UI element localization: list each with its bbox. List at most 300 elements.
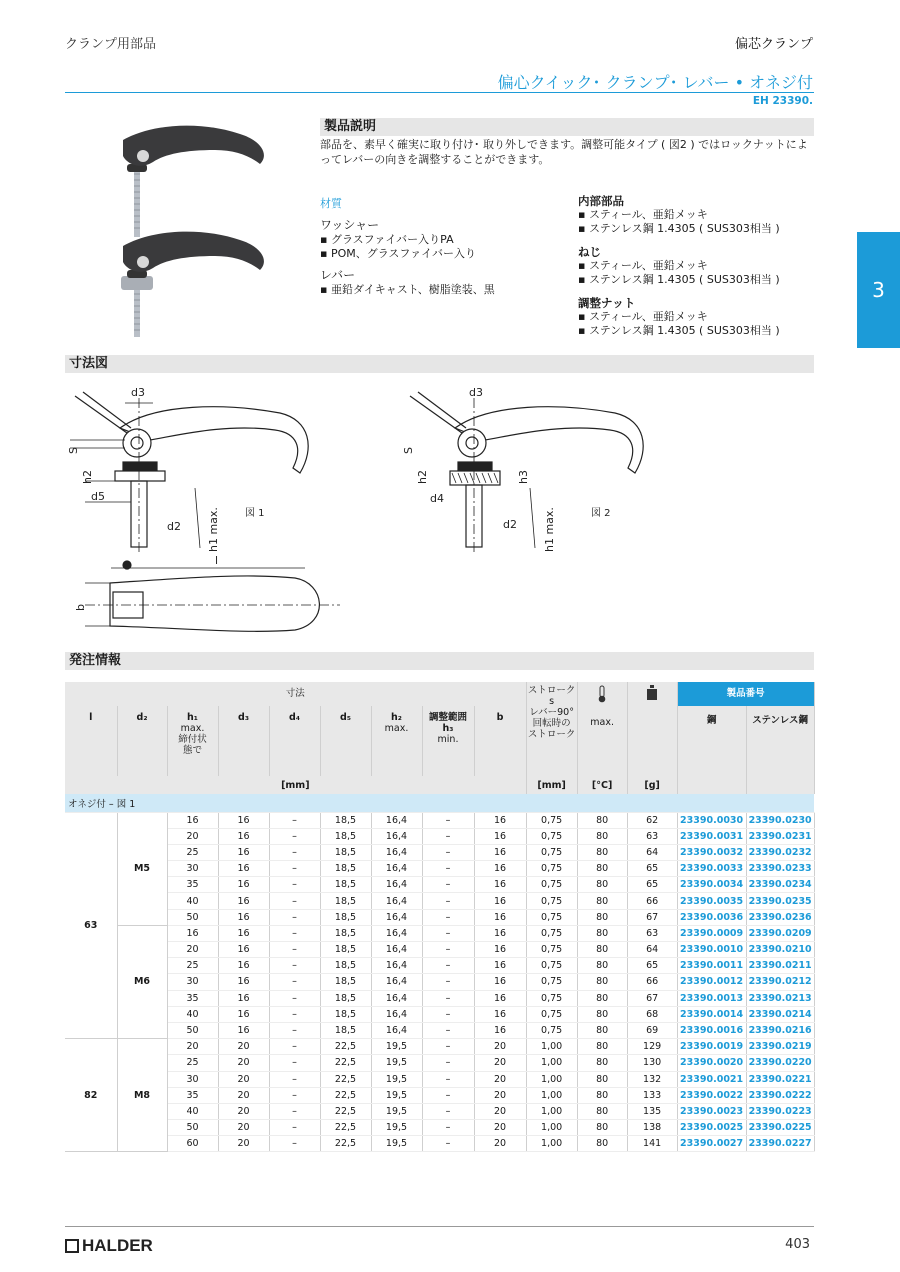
cell-d3: 20 xyxy=(218,1120,269,1136)
cell-temp: 80 xyxy=(577,990,627,1006)
cell-part-steel[interactable]: 23390.0019 xyxy=(677,1039,746,1055)
label-l: l xyxy=(215,554,219,567)
cell-d5: 18,5 xyxy=(320,893,371,909)
cell-h1: 25 xyxy=(167,844,218,860)
cell-d3: 16 xyxy=(218,828,269,844)
table-row xyxy=(65,990,814,1006)
cell-d5: 18,5 xyxy=(320,1022,371,1038)
label-h1-fig2: h1 max. xyxy=(543,507,556,552)
cell-part-stainless[interactable]: 23390.0212 xyxy=(746,974,814,990)
cell-temp: 80 xyxy=(577,1071,627,1087)
material-title: 調整ナット xyxy=(578,296,636,310)
cell-d4: – xyxy=(269,909,320,925)
cell-part-steel[interactable]: 23390.0014 xyxy=(677,1006,746,1022)
label-s: S xyxy=(67,447,80,454)
cell-part-steel[interactable]: 23390.0013 xyxy=(677,990,746,1006)
cell-weight: 130 xyxy=(627,1055,677,1071)
cell-b: 16 xyxy=(474,990,526,1006)
header-temp xyxy=(577,682,627,776)
cell-d3: 20 xyxy=(218,1087,269,1103)
cell-d2: M6 xyxy=(117,925,167,1038)
header-part-no: 製品番号 xyxy=(677,682,814,706)
cell-d5: 22,5 xyxy=(320,1087,371,1103)
cell-d5: 22,5 xyxy=(320,1071,371,1087)
cell-weight: 64 xyxy=(627,844,677,860)
material-title: ワッシャー xyxy=(320,218,380,232)
cell-stroke: 1,00 xyxy=(526,1039,577,1055)
cell-part-stainless[interactable]: 23390.0232 xyxy=(746,844,814,860)
cell-h2: 16,4 xyxy=(371,812,422,828)
table-row xyxy=(65,1039,814,1055)
cell-d4: – xyxy=(269,812,320,828)
cell-b: 16 xyxy=(474,925,526,941)
cell-d4: – xyxy=(269,828,320,844)
cell-part-stainless[interactable]: 23390.0216 xyxy=(746,1022,814,1038)
cell-part-stainless[interactable]: 23390.0211 xyxy=(746,958,814,974)
cell-d5: 22,5 xyxy=(320,1103,371,1119)
header-d5: d₅ xyxy=(320,706,371,776)
cell-stroke: 0,75 xyxy=(526,990,577,1006)
cell-part-steel[interactable]: 23390.0011 xyxy=(677,958,746,974)
header-h1 xyxy=(167,706,218,776)
header-stroke xyxy=(526,682,577,776)
cell-h3: – xyxy=(422,1039,474,1055)
cell-b: 16 xyxy=(474,844,526,860)
cell-temp: 80 xyxy=(577,974,627,990)
cell-b: 20 xyxy=(474,1071,526,1087)
cell-stroke: 0,75 xyxy=(526,877,577,893)
cell-part-steel[interactable]: 23390.0009 xyxy=(677,925,746,941)
thermometer-icon xyxy=(595,685,609,703)
cell-temp: 80 xyxy=(577,1087,627,1103)
cell-part-steel[interactable]: 23390.0035 xyxy=(677,893,746,909)
cell-h3: – xyxy=(422,1006,474,1022)
cell-part-stainless[interactable]: 23390.0210 xyxy=(746,942,814,958)
cell-part-stainless[interactable]: 23390.0214 xyxy=(746,1006,814,1022)
cell-stroke: 0,75 xyxy=(526,925,577,941)
cell-part-steel[interactable]: 23390.0030 xyxy=(677,812,746,828)
cell-part-steel[interactable]: 23390.0031 xyxy=(677,828,746,844)
cell-temp: 80 xyxy=(577,909,627,925)
header-h3-label: 調整範囲 xyxy=(428,712,467,723)
cell-h2: 19,5 xyxy=(371,1103,422,1119)
cell-d4: – xyxy=(269,990,320,1006)
figure-1-top-labels xyxy=(74,554,218,611)
cell-part-steel[interactable]: 23390.0016 xyxy=(677,1022,746,1038)
cell-h2: 19,5 xyxy=(371,1136,422,1152)
cell-part-steel[interactable]: 23390.0023 xyxy=(677,1103,746,1119)
material-title: ねじ xyxy=(578,245,601,259)
cell-h2: 16,4 xyxy=(371,990,422,1006)
cell-d5: 18,5 xyxy=(320,828,371,844)
cell-d5: 18,5 xyxy=(320,877,371,893)
cell-h1: 30 xyxy=(167,974,218,990)
header-category: クランプ用部品 xyxy=(65,37,157,52)
cell-b: 16 xyxy=(474,974,526,990)
cell-h3: – xyxy=(422,1120,474,1136)
cell-weight: 63 xyxy=(627,828,677,844)
cell-h2: 19,5 xyxy=(371,1087,422,1103)
table-row xyxy=(65,812,814,828)
cell-temp: 80 xyxy=(577,1120,627,1136)
cell-d3: 16 xyxy=(218,958,269,974)
table-row xyxy=(65,1071,814,1087)
cell-temp: 80 xyxy=(577,828,627,844)
cell-d5: 18,5 xyxy=(320,942,371,958)
header-h3-sym: h₃ xyxy=(442,723,454,734)
cell-h3: – xyxy=(422,1022,474,1038)
cell-d2: M5 xyxy=(117,812,167,925)
material-item: ▪ グラスファイバー入りPA xyxy=(320,233,454,246)
cell-b: 16 xyxy=(474,861,526,877)
cell-d5: 22,5 xyxy=(320,1055,371,1071)
cell-part-stainless[interactable]: 23390.0236 xyxy=(746,909,814,925)
cell-part-stainless[interactable]: 23390.0235 xyxy=(746,893,814,909)
cell-d3: 16 xyxy=(218,877,269,893)
cell-stroke: 0,75 xyxy=(526,974,577,990)
header-steel: 鋼 xyxy=(677,706,746,776)
label-d3-fig2: d3 xyxy=(469,386,483,399)
cell-h2: 16,4 xyxy=(371,1006,422,1022)
cell-weight: 63 xyxy=(627,925,677,941)
header-weight xyxy=(627,682,677,776)
cell-d5: 18,5 xyxy=(320,990,371,1006)
cell-h3: – xyxy=(422,812,474,828)
label-d5: d5 xyxy=(91,490,105,503)
material-item: ▪ ステンレス鋼 1.4305 ( SUS303相当 ) xyxy=(578,222,780,235)
cell-weight: 133 xyxy=(627,1087,677,1103)
cell-d4: – xyxy=(269,844,320,860)
cell-h2: 19,5 xyxy=(371,1039,422,1055)
cell-d4: – xyxy=(269,958,320,974)
cell-d3: 20 xyxy=(218,1055,269,1071)
cell-h2: 16,4 xyxy=(371,909,422,925)
cell-temp: 80 xyxy=(577,1136,627,1152)
material-item: ▪ ステンレス鋼 1.4305 ( SUS303相当 ) xyxy=(578,273,780,286)
material-item: ▪ スティール、亜鉛メッキ xyxy=(578,208,708,221)
cell-weight: 132 xyxy=(627,1071,677,1087)
cell-h3: – xyxy=(422,958,474,974)
cell-b: 16 xyxy=(474,812,526,828)
cell-temp: 80 xyxy=(577,812,627,828)
header-section: 偏芯クランプ xyxy=(734,37,813,52)
cell-h2: 16,4 xyxy=(371,925,422,941)
cell-d5: 22,5 xyxy=(320,1136,371,1152)
label-b: b xyxy=(74,604,87,611)
cell-d4: – xyxy=(269,942,320,958)
cell-d4: – xyxy=(269,1022,320,1038)
cell-h1: 35 xyxy=(167,990,218,1006)
cell-d3: 16 xyxy=(218,893,269,909)
description-text: 部品を、素早く確実に取り付け･ 取り外しできます。調整可能タイプ ( 図2 ) ではロックナットによってレバーの向きを調整することができます。 xyxy=(320,138,808,166)
cell-h2: 16,4 xyxy=(371,877,422,893)
cell-weight: 68 xyxy=(627,1006,677,1022)
cell-part-steel[interactable]: 23390.0021 xyxy=(677,1071,746,1087)
header-l: l xyxy=(65,706,117,776)
cell-temp: 80 xyxy=(577,1006,627,1022)
cell-part-steel[interactable]: 23390.0022 xyxy=(677,1087,746,1103)
cell-d3: 16 xyxy=(218,844,269,860)
cell-stroke: 0,75 xyxy=(526,844,577,860)
title-rule xyxy=(65,92,814,93)
footer-rule xyxy=(65,1226,814,1227)
product-photo xyxy=(65,112,305,344)
cell-h2: 16,4 xyxy=(371,828,422,844)
cell-temp: 80 xyxy=(577,1055,627,1071)
figure-1-label: 図 1 xyxy=(245,508,265,519)
cell-h1: 30 xyxy=(167,861,218,877)
cell-h2: 16,4 xyxy=(371,1022,422,1038)
header-h2 xyxy=(371,706,422,776)
cell-d5: 18,5 xyxy=(320,812,371,828)
cell-weight: 65 xyxy=(627,861,677,877)
cell-h1: 40 xyxy=(167,893,218,909)
materials-left xyxy=(320,218,560,297)
cell-part-steel[interactable]: 23390.0012 xyxy=(677,974,746,990)
cell-stroke: 0,75 xyxy=(526,1006,577,1022)
table-row xyxy=(65,958,814,974)
chapter-tab[interactable]: 3 xyxy=(857,232,900,348)
cell-d4: – xyxy=(269,1087,320,1103)
cell-d3: 16 xyxy=(218,909,269,925)
material-item: ▪ 亜鉛ダイキャスト、樹脂塗装、黒 xyxy=(320,283,495,296)
cell-part-stainless[interactable]: 23390.0209 xyxy=(746,925,814,941)
cell-h3: – xyxy=(422,1087,474,1103)
cell-l: 82 xyxy=(65,1039,117,1152)
cell-h3: – xyxy=(422,1103,474,1119)
label-h3: h3 xyxy=(517,470,530,484)
page-title: 偏心クイック･ クランプ･ レバー • オネジ付 xyxy=(497,73,813,92)
cell-h2: 19,5 xyxy=(371,1055,422,1071)
cell-d4: – xyxy=(269,1120,320,1136)
cell-h1: 40 xyxy=(167,1103,218,1119)
header-h2-sub: max. xyxy=(384,723,409,734)
order-heading: 発注情報 xyxy=(65,652,814,670)
table-row xyxy=(65,1120,814,1136)
header-h3 xyxy=(422,706,474,776)
cell-temp: 80 xyxy=(577,893,627,909)
header-h1-sym: h₁ xyxy=(187,712,198,723)
cell-part-stainless[interactable]: 23390.0231 xyxy=(746,828,814,844)
weight-icon xyxy=(645,685,659,701)
cell-b: 16 xyxy=(474,958,526,974)
cell-part-steel[interactable]: 23390.0034 xyxy=(677,877,746,893)
cell-stroke: 0,75 xyxy=(526,893,577,909)
cell-d5: 22,5 xyxy=(320,1120,371,1136)
cell-d4: – xyxy=(269,1055,320,1071)
header-unit-weight: [g] xyxy=(627,776,677,794)
cell-temp: 80 xyxy=(577,1022,627,1038)
cell-weight: 129 xyxy=(627,1039,677,1055)
cell-part-steel[interactable]: 23390.0020 xyxy=(677,1055,746,1071)
brand-name: HALDER xyxy=(82,1236,153,1255)
description-heading: 製品説明 xyxy=(320,118,814,136)
cell-part-stainless[interactable]: 23390.0227 xyxy=(746,1136,814,1152)
cell-d5: 18,5 xyxy=(320,844,371,860)
cell-stroke: 0,75 xyxy=(526,1022,577,1038)
cell-weight: 66 xyxy=(627,893,677,909)
cell-d4: – xyxy=(269,893,320,909)
cell-temp: 80 xyxy=(577,958,627,974)
header-dims: 寸法 xyxy=(65,682,526,706)
cell-stroke: 1,00 xyxy=(526,1055,577,1071)
cell-stroke: 1,00 xyxy=(526,1136,577,1152)
cell-stroke: 0,75 xyxy=(526,812,577,828)
material-title: 内部部品 xyxy=(578,194,624,208)
cell-d5: 18,5 xyxy=(320,909,371,925)
cell-d4: – xyxy=(269,1071,320,1087)
header-unit-temp: [°C] xyxy=(577,776,627,794)
cell-b: 20 xyxy=(474,1136,526,1152)
cell-b: 16 xyxy=(474,1022,526,1038)
material-item: ▪ ステンレス鋼 1.4305 ( SUS303相当 ) xyxy=(578,324,780,337)
cell-d5: 18,5 xyxy=(320,958,371,974)
cell-d3: 20 xyxy=(218,1136,269,1152)
materials-heading: 材質 xyxy=(320,197,342,210)
cell-b: 16 xyxy=(474,893,526,909)
cell-h1: 20 xyxy=(167,828,218,844)
cell-h2: 16,4 xyxy=(371,861,422,877)
material-title: レバー xyxy=(320,268,356,282)
cell-weight: 135 xyxy=(627,1103,677,1119)
cell-h1: 25 xyxy=(167,958,218,974)
cell-h3: – xyxy=(422,925,474,941)
cell-h3: – xyxy=(422,828,474,844)
cell-weight: 65 xyxy=(627,958,677,974)
cell-h1: 20 xyxy=(167,1039,218,1055)
cell-temp: 80 xyxy=(577,925,627,941)
table-row xyxy=(65,942,814,958)
table-row xyxy=(65,1022,814,1038)
cell-stroke: 0,75 xyxy=(526,861,577,877)
cell-d2: M8 xyxy=(117,1039,167,1152)
header-h3-sub: min. xyxy=(437,734,459,745)
cell-d4: – xyxy=(269,1136,320,1152)
cell-weight: 65 xyxy=(627,877,677,893)
cell-d4: – xyxy=(269,1039,320,1055)
header-stroke-label: ストローク xyxy=(527,685,576,696)
cell-part-steel[interactable]: 23390.0027 xyxy=(677,1136,746,1152)
cell-stroke: 1,00 xyxy=(526,1120,577,1136)
cell-part-stainless[interactable]: 23390.0221 xyxy=(746,1071,814,1087)
cell-h1: 30 xyxy=(167,1071,218,1087)
cell-temp: 80 xyxy=(577,942,627,958)
header-d2: d₂ xyxy=(117,706,167,776)
cell-stroke: 1,00 xyxy=(526,1103,577,1119)
cell-h2: 19,5 xyxy=(371,1120,422,1136)
cell-temp: 80 xyxy=(577,1039,627,1055)
cell-b: 16 xyxy=(474,909,526,925)
cell-stroke: 1,00 xyxy=(526,1087,577,1103)
cell-h2: 16,4 xyxy=(371,942,422,958)
cell-d3: 20 xyxy=(218,1071,269,1087)
table-row xyxy=(65,974,814,990)
cell-weight: 69 xyxy=(627,1022,677,1038)
cell-h2: 16,4 xyxy=(371,893,422,909)
cell-part-steel[interactable]: 23390.0036 xyxy=(677,909,746,925)
cell-h2: 19,5 xyxy=(371,1071,422,1087)
dimension-heading: 寸法図 xyxy=(65,355,814,373)
halder-logo-icon xyxy=(65,1239,79,1253)
cell-d4: – xyxy=(269,877,320,893)
cell-d5: 18,5 xyxy=(320,974,371,990)
label-d4: d4 xyxy=(430,492,444,505)
cell-h1: 16 xyxy=(167,812,218,828)
material-item: ▪ スティール、亜鉛メッキ xyxy=(578,259,708,272)
cell-h1: 20 xyxy=(167,942,218,958)
cell-weight: 64 xyxy=(627,942,677,958)
cell-part-steel[interactable]: 23390.0010 xyxy=(677,942,746,958)
cell-weight: 67 xyxy=(627,990,677,1006)
cell-temp: 80 xyxy=(577,877,627,893)
cell-d3: 16 xyxy=(218,861,269,877)
cell-weight: 141 xyxy=(627,1136,677,1152)
cell-stroke: 0,75 xyxy=(526,909,577,925)
cell-part-steel[interactable]: 23390.0032 xyxy=(677,844,746,860)
cell-temp: 80 xyxy=(577,844,627,860)
group-row: オネジ付 – 図 1 xyxy=(65,794,814,812)
cell-d5: 18,5 xyxy=(320,861,371,877)
label-h1: h1 max. xyxy=(207,507,220,552)
cell-h3: – xyxy=(422,877,474,893)
label-h2-fig2: h2 xyxy=(416,470,429,484)
cell-part-stainless[interactable]: 23390.0225 xyxy=(746,1120,814,1136)
cell-b: 20 xyxy=(474,1055,526,1071)
cell-h3: – xyxy=(422,1055,474,1071)
cell-part-stainless[interactable]: 23390.0222 xyxy=(746,1087,814,1103)
order-table xyxy=(65,682,815,1152)
header-h2-sym: h₂ xyxy=(391,712,402,723)
cell-temp: 80 xyxy=(577,861,627,877)
cell-part-stainless[interactable]: 23390.0230 xyxy=(746,812,814,828)
cell-l: 63 xyxy=(65,812,117,1039)
cell-part-steel[interactable]: 23390.0033 xyxy=(677,861,746,877)
cell-part-stainless[interactable]: 23390.0219 xyxy=(746,1039,814,1055)
cell-part-steel[interactable]: 23390.0025 xyxy=(677,1120,746,1136)
cell-h1: 35 xyxy=(167,877,218,893)
table-row xyxy=(65,925,814,941)
cell-h1: 35 xyxy=(167,1087,218,1103)
cell-stroke: 0,75 xyxy=(526,828,577,844)
cell-d3: 16 xyxy=(218,1006,269,1022)
cell-stroke: 0,75 xyxy=(526,942,577,958)
cell-weight: 67 xyxy=(627,909,677,925)
cell-h3: – xyxy=(422,893,474,909)
header-unit-stroke: [mm] xyxy=(526,776,577,794)
product-code: EH 23390. xyxy=(752,95,813,107)
cell-d4: – xyxy=(269,1103,320,1119)
cell-d3: 20 xyxy=(218,1103,269,1119)
cell-part-stainless[interactable]: 23390.0223 xyxy=(746,1103,814,1119)
cell-h3: – xyxy=(422,1071,474,1087)
cell-d3: 16 xyxy=(218,925,269,941)
cell-part-stainless[interactable]: 23390.0220 xyxy=(746,1055,814,1071)
header-d3: d₃ xyxy=(218,706,269,776)
cell-d4: – xyxy=(269,925,320,941)
cell-d3: 16 xyxy=(218,942,269,958)
cell-part-stainless[interactable]: 23390.0233 xyxy=(746,861,814,877)
cell-part-stainless[interactable]: 23390.0213 xyxy=(746,990,814,1006)
cell-h3: – xyxy=(422,1136,474,1152)
cell-d3: 16 xyxy=(218,990,269,1006)
cell-part-stainless[interactable]: 23390.0234 xyxy=(746,877,814,893)
table-row xyxy=(65,844,814,860)
header-stainless: ステンレス鋼 xyxy=(746,706,814,776)
dimension-drawing xyxy=(65,378,665,643)
figure-1 xyxy=(70,392,308,553)
header-stroke-sub: s レバー90° 回転時の ストローク xyxy=(527,696,576,740)
cell-h1: 50 xyxy=(167,1022,218,1038)
